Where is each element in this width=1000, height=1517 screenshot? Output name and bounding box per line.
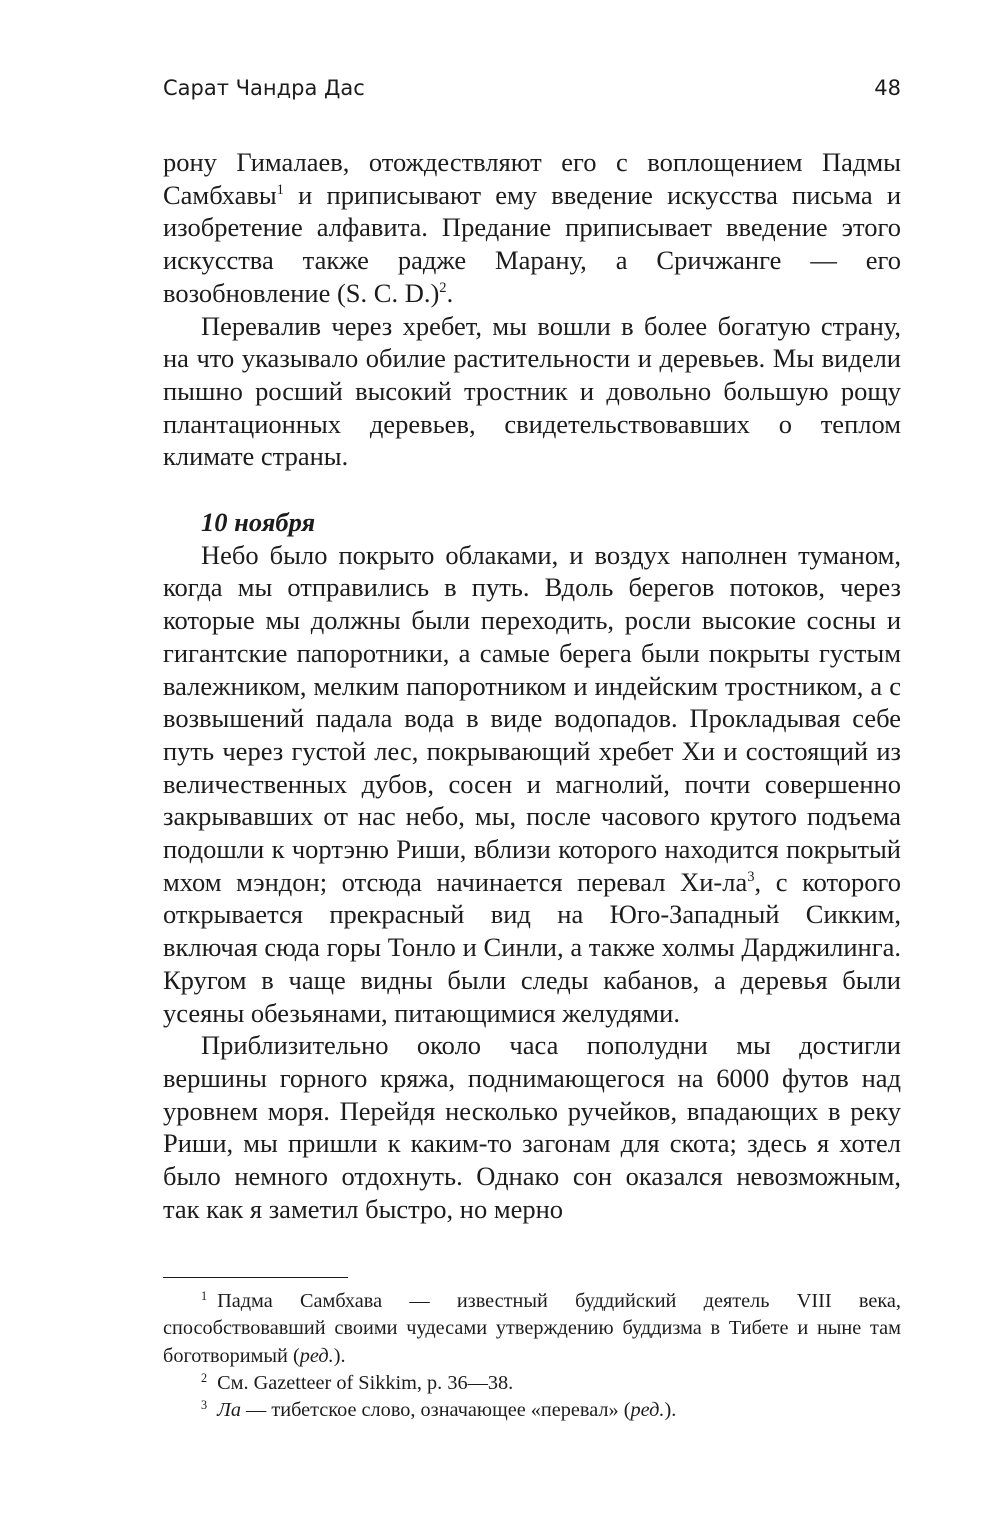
footnote-1-text: Падма Самбхава — известный буддийский деятель VIII века, способствовавший своими чудесами утверждению буддизма в Тибете и ныне там боготворимый ( — [163, 1290, 901, 1367]
running-header-author: Сарат Чандра Дас — [163, 76, 365, 100]
paragraph-1-part-a: рону Гималаев, отождествляют его с воплощением Падмы Самбхавы — [163, 147, 901, 210]
footnote-ref-3[interactable]: 3 — [747, 868, 755, 885]
footnote-3-tail: ). — [664, 1399, 677, 1422]
paragraph-1 — [163, 146, 901, 310]
paragraph-3 — [163, 539, 901, 1030]
footnotes — [163, 1288, 901, 1424]
footnote-1-italic: ред. — [299, 1344, 334, 1367]
footnote-3-number: 3 — [201, 1397, 208, 1412]
footnote-ref-1[interactable]: 1 — [276, 181, 284, 198]
footnote-divider — [163, 1277, 348, 1278]
footnote-1-number: 1 — [201, 1288, 208, 1303]
footnote-1-tail: ). — [333, 1344, 346, 1367]
footnote-3-italic: ред. — [630, 1399, 665, 1422]
footnote-2-text: См. Gazetteer of Sikkim, p. 36—38. — [217, 1371, 514, 1394]
paragraph-1-part-c: . — [446, 277, 454, 308]
footnote-3 — [163, 1397, 901, 1424]
date-heading: 10 ноября — [201, 507, 316, 538]
paragraph-4: Приблизительно около часа пополудни мы достигли вершины горного кряжа, поднимающегося на 6000 футов над уровнем моря. Перейдя несколько ручейков, впадающих в реку Риши, мы пришли к каким-то загонам для скота; здесь я хотел было немного отдохнуть. Однако сон оказался невозможным, так как я заметил быстро, но мерно — [163, 1030, 901, 1224]
main-text — [163, 146, 901, 1226]
paragraph-3-part-b: , с которого открывается прекрасный вид на Юго-Западный Сикким, включая сюда горы Тонло и Синли, а также холмы Дарджилинга. Кругом в чаще видны были следы кабанов, а деревья были усеяны обезьянами, питающимися желудями. — [163, 866, 901, 1028]
footnote-ref-2[interactable]: 2 — [439, 279, 447, 296]
paragraph-1-part-b: и приписывают ему введение искусства письма и изобретение алфавита. Предание приписывает введение этого искусства также радже Марану, а Сричжанге — его возобновление (S. C. D.) — [163, 179, 901, 308]
footnote-1 — [163, 1288, 901, 1370]
running-header — [163, 72, 901, 108]
footnote-2-number: 2 — [201, 1370, 208, 1385]
footnote-3-italic-lead: Ла — [217, 1399, 241, 1422]
footnote-2 — [163, 1370, 901, 1397]
paragraph-3-part-a: Небо было покрыто облаками, и воздух наполнен туманом, когда мы отправились в путь. Вдоль берегов потоков, через которые мы должны были переходить, росли высокие сосны и гигантские папоротники, а самые берега были покрыты густым валежником, мелким папоротником и индейским тростником, а с возвышений падала вода в виде водопадов. Прокладывая себе путь через густой лес, покрывающий хребет Хи и состоящий из величественных дубов, сосен и магнолий, почти совершенно закрывавших от нас небо, мы, после часового крутого подъема подошли к чортэню Риши, вблизи которого находится покрытый мхом мэндон; отсюда начинается перевал Хи-ла — [163, 539, 901, 897]
footnote-3-text: — тибетское слово, означающее «перевал» ( — [240, 1399, 631, 1422]
paragraph-2: Перевалив через хребет, мы вошли в более богатую страну, на что указывало обилие растительности и деревьев. Мы видели пышно росший высокий тростник и довольно большую рощу плантационных деревьев, свидетельствовавших о теплом климате страны. — [163, 310, 901, 472]
page-number: 48 — [874, 76, 901, 100]
